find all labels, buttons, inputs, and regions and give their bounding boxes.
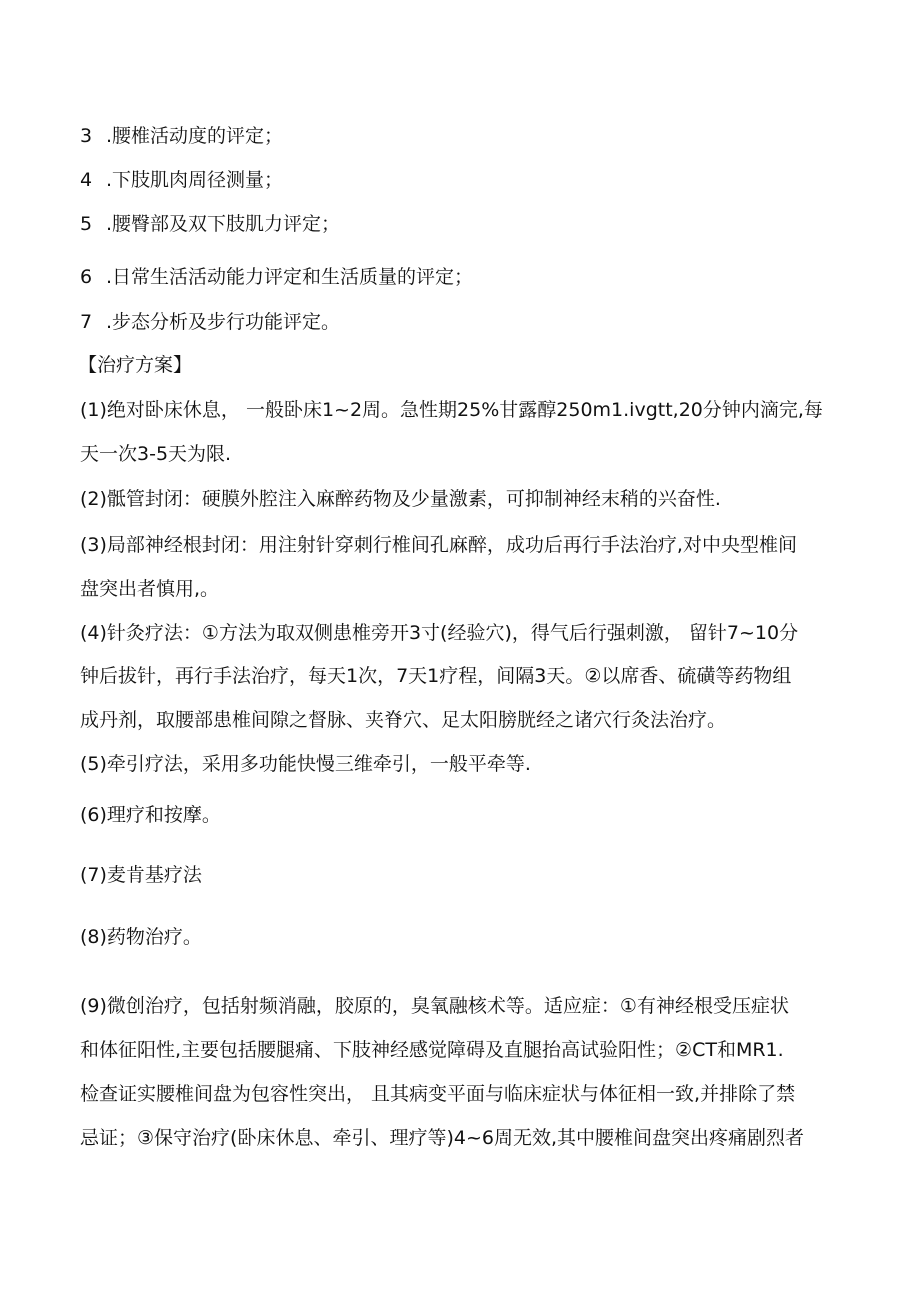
eval-item-7 [80, 309, 850, 335]
paragraph-line: 天一次3-5天为限. [80, 443, 232, 465]
eval-item-4 [80, 167, 850, 193]
eval-item-number: 6 [80, 266, 93, 288]
paragraph-line: 检查证实腰椎间盘为包容性突出， 且其病变平面与临床症状与体征相一致,并排除了禁 [80, 1083, 796, 1105]
eval-item-6 [80, 264, 850, 290]
paragraph-line: (1)绝对卧床休息， 一般卧床1~2周。急性期25%甘露醇250m1.ivgtt,20分钟内滴完,每 [80, 399, 823, 421]
eval-item-text: .腰臀部及双下肢肌力评定； [106, 213, 341, 235]
eval-item-text: .下肢肌肉周径测量； [106, 169, 284, 191]
eval-item-5 [80, 211, 850, 237]
section-heading: 【治疗方案】 [78, 354, 193, 376]
paragraph-line: 和体征阳性,主要包括腰腿痛、下肢神经感觉障碍及直腿抬高试验阳性；②CT和MR1. [80, 1039, 784, 1061]
paragraph-line: (9)微创治疗，包括射频消融，胶原的，臭氧融核术等。适应症：①有神经根受压症状 [80, 995, 789, 1017]
eval-item-number: 5 [80, 213, 93, 235]
eval-item-text: .腰椎活动度的评定； [106, 125, 284, 147]
paragraph-line: (3)局部神经根封闭：用注射针穿刺行椎间孔麻醉，成功后再行手法治疗,对中央型椎间 [80, 534, 797, 556]
paragraph-line: 忌证；③保守治疗(卧床休息、牵引、理疗等)4~6周无效,其中腰椎间盘突出疼痛剧烈者 [80, 1127, 804, 1149]
eval-item-number: 7 [80, 311, 93, 333]
paragraph-line: (4)针灸疗法：①方法为取双侧患椎旁开3寸(经验穴)，得气后行强刺激， 留针7~10分 [80, 622, 799, 644]
eval-item-3 [80, 123, 850, 149]
paragraph-line: (5)牵引疗法，采用多功能快慢三维牵引，一般平牵等. [80, 753, 531, 775]
paragraph-line: 钟后拔针，再行手法治疗，每天1次，7天1疗程，间隔3天。②以席香、硫磺等药物组 [80, 665, 792, 687]
paragraph-line: (6)理疗和按摩。 [80, 804, 221, 826]
paragraph-line: (2)骶管封闭：硬膜外腔注入麻醉药物及少量激素，可抑制神经末稍的兴奋性. [80, 488, 721, 510]
paragraph-line: 成丹剂，取腰部患椎间隙之督脉、夹脊穴、足太阳膀胱经之诸穴行灸法治疗。 [80, 709, 727, 731]
eval-item-text: .日常生活活动能力评定和生活质量的评定； [106, 266, 474, 288]
paragraph-line: (8)药物治疗。 [80, 926, 202, 948]
eval-item-number: 4 [80, 169, 93, 191]
eval-item-number: 3 [80, 125, 93, 147]
eval-item-text: .步态分析及步行功能评定。 [106, 311, 341, 333]
paragraph-line: 盘突出者慎用,。 [80, 578, 220, 600]
paragraph-line: (7)麦肯基疗法 [80, 864, 202, 886]
